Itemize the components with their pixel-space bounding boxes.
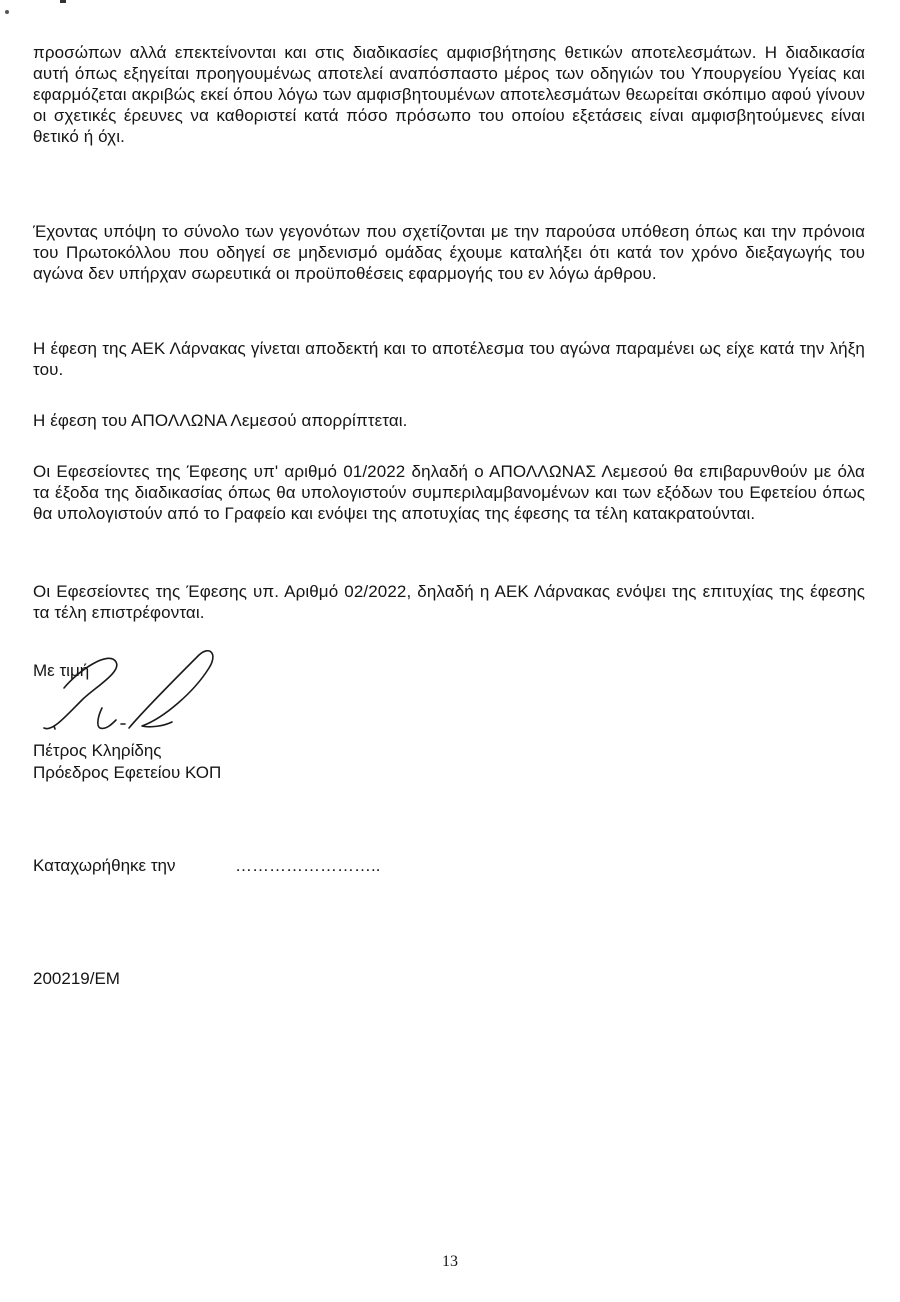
- paragraph-1: προσώπων αλλά επεκτείνονται και στις διαδικασίες αμφισβήτησης θετικών αποτελεσμάτων. Η διαδικασία αυτή όπως εξηγείται προηγουμένως αποτελεί αναπόσπαστο μέρος των οδηγιών του Υπουργείου Υγείας και εφαρμόζεται ακριβώς εκεί όπου λόγω των αμφισβητουμένων αποτελεσμάτων θεωρείται σκόπιμο αφού γίνουν οι σχετικές έρευνες να καθοριστεί κατά πόσο πρόσωπο του οποίου εξετάσεις είναι αμφισβητούμενες είναι θετικό ή όχι.: [33, 43, 865, 146]
- paragraph-4: Η έφεση του ΑΠΟΛΛΩΝΑ Λεμεσού απορρίπτεται.: [33, 411, 408, 430]
- closing-salutation: Με τιμή: [33, 661, 90, 680]
- paragraph-2: Έχοντας υπόψη το σύνολο των γεγονότων που σχετίζονται με την παρούσα υπόθεση όπως και την πρόνοια του Πρωτοκόλλου που οδηγεί σε μηδενισμό ομάδας έχουμε καταλήξει ότι κατά τον χρόνο διεξαγωγής του αγώνα δεν υπήρχαν σωρευτικά οι προϋποθέσεις εφαρμογής του εν λόγω άρθρου.: [33, 222, 865, 283]
- signer-title: Πρόεδρος Εφετείου ΚΟΠ: [33, 763, 222, 782]
- filed-on-label: Καταχωρήθηκε την: [33, 856, 176, 875]
- paragraph-6: Οι Εφεσείοντες της Έφεσης υπ. Αριθμό 02/2022, δηλαδή η ΑΕΚ Λάρνακας ενόψει της επιτυχίας της έφεσης τα τέλη επιστρέφονται.: [33, 582, 865, 622]
- paragraph-3: Η έφεση της ΑΕΚ Λάρνακας γίνεται αποδεκτή και το αποτέλεσμα του αγώνα παραμένει ως είχε κατά την λήξη του.: [33, 339, 865, 379]
- page-number: 13: [442, 1253, 458, 1270]
- reference-code: 200219/ΕΜ: [33, 969, 120, 988]
- signer-name: Πέτρος Κληρίδης: [33, 741, 162, 760]
- filed-date-blank: ……………………..: [235, 856, 381, 875]
- scan-speck: [5, 10, 9, 14]
- handwritten-signature: [24, 640, 234, 745]
- scan-top-mark: [60, 0, 66, 3]
- paragraph-5: Οι Εφεσείοντες της Έφεσης υπ' αριθμό 01/2022 δηλαδή ο ΑΠΟΛΛΩΝΑΣ Λεμεσού θα επιβαρυνθούν με όλα τα έξοδα της διαδικασίας όπως θα υπολογιστούν συμπεριλαμβανομένων και των εξόδων του Εφετείου όπως θα υπολογιστούν από το Γραφείο και ενόψει της αποτυχίας της έφεσης τα τέλη κατακρατούνται.: [33, 462, 865, 523]
